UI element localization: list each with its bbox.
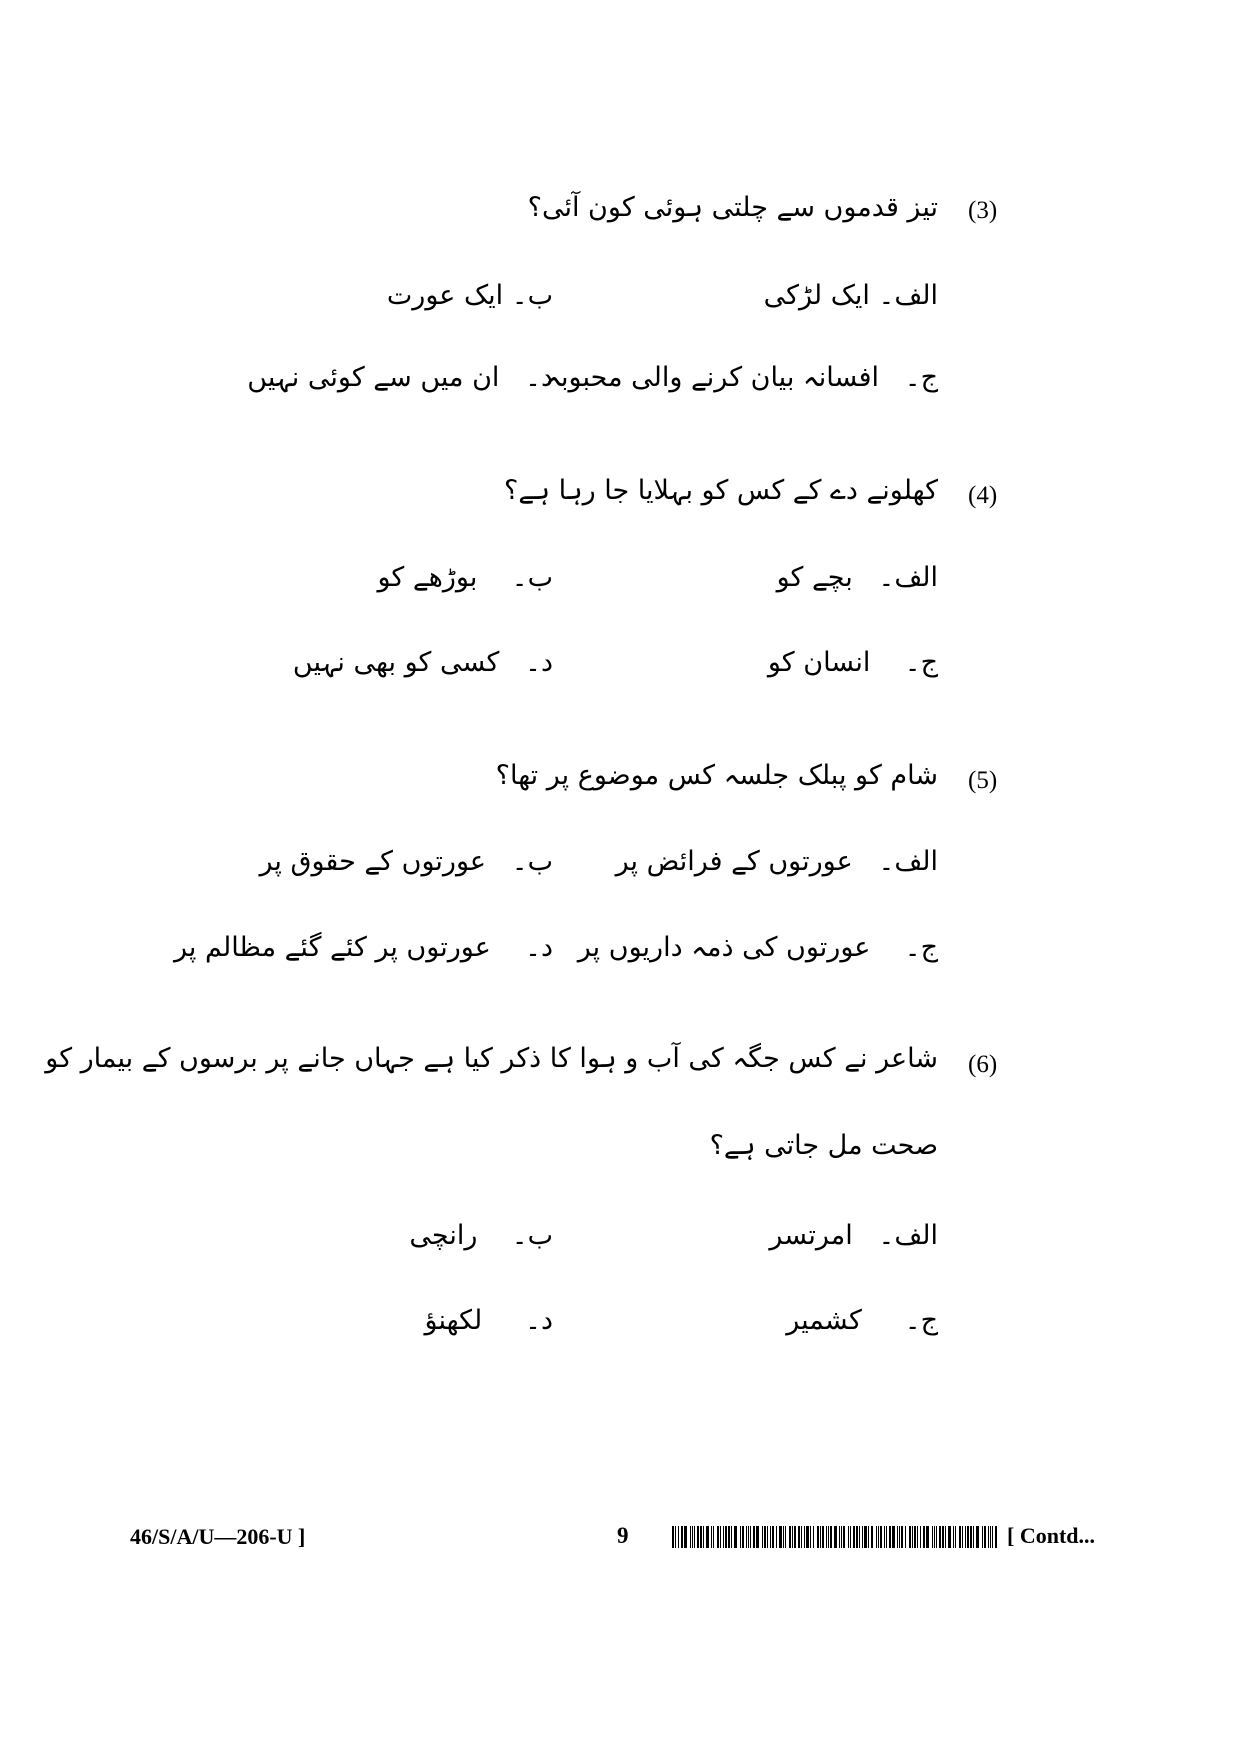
barcode-bar: [703, 1526, 704, 1548]
barcode-bar: [801, 1526, 802, 1548]
barcode-bar: [734, 1526, 737, 1548]
barcode-bar: [684, 1526, 687, 1548]
option-label: د۔: [525, 362, 553, 393]
barcode-bar: [756, 1526, 759, 1548]
question-6-option-b: [409, 1220, 553, 1251]
question-5-option-b: [260, 846, 553, 877]
option-text: بوڑھے کو: [377, 562, 478, 593]
barcode-bar: [843, 1526, 845, 1548]
barcode-bar: [932, 1526, 933, 1548]
barcode-bar: [789, 1526, 791, 1548]
barcode-bar: [871, 1526, 873, 1548]
barcode-bar: [779, 1526, 782, 1548]
barcode-bar: [984, 1526, 986, 1548]
barcode-bar: [970, 1526, 972, 1548]
barcode-bar: [917, 1526, 918, 1548]
barcode-bar: [681, 1526, 683, 1548]
barcode-bar: [810, 1526, 811, 1548]
barcode-bar: [920, 1526, 921, 1548]
option-label: ب۔: [511, 562, 553, 593]
question-5-option-d: [174, 932, 553, 963]
question-4-option-c: [768, 647, 938, 678]
barcode-bar: [934, 1526, 935, 1548]
barcode: [672, 1526, 1000, 1548]
barcode-bar: [889, 1526, 891, 1548]
barcode-bar: [914, 1526, 916, 1548]
question-5-number: (5): [968, 767, 998, 794]
barcode-bar: [834, 1526, 837, 1548]
barcode-bar: [713, 1526, 714, 1548]
option-label: ب۔: [511, 280, 553, 311]
barcode-bar: [804, 1526, 805, 1548]
barcode-bar: [723, 1526, 724, 1548]
question-6-text-line2: صحت مل جاتی ہے؟: [709, 1130, 938, 1161]
barcode-bar: [962, 1526, 963, 1548]
barcode-bar: [740, 1526, 741, 1548]
option-label: الف۔: [878, 846, 938, 877]
question-3-option-c: [545, 362, 938, 393]
barcode-bar: [841, 1526, 842, 1548]
barcode-bar: [990, 1526, 991, 1548]
barcode-bar: [728, 1526, 730, 1548]
option-label: ج۔: [904, 362, 938, 393]
barcode-bar: [820, 1526, 821, 1548]
barcode-bar: [909, 1526, 911, 1548]
barcode-bar: [711, 1526, 712, 1548]
barcode-bar: [764, 1526, 766, 1548]
question-5-option-c: [578, 932, 938, 963]
option-label: ب۔: [511, 846, 553, 877]
question-3-option-b: [387, 280, 553, 311]
barcode-bar: [692, 1526, 693, 1548]
barcode-bar: [706, 1526, 709, 1548]
barcode-bar: [762, 1526, 763, 1548]
barcode-bar: [839, 1526, 840, 1548]
barcode-bar: [830, 1526, 832, 1548]
option-text: عورتوں کی ذمہ داریوں پر: [577, 932, 871, 963]
barcode-bar: [700, 1526, 702, 1548]
barcode-bar: [959, 1526, 961, 1548]
barcode-bar: [992, 1526, 993, 1548]
question-6-number: (6): [968, 1051, 998, 1078]
barcode-bar: [856, 1526, 858, 1548]
barcode-bar: [748, 1526, 749, 1548]
barcode-bar: [880, 1526, 882, 1548]
option-label: ج۔: [904, 647, 938, 678]
barcode-bar: [901, 1526, 903, 1548]
barcode-bar: [976, 1526, 979, 1548]
barcode-bar: [862, 1526, 863, 1548]
question-5-text: شام کو پبلک جلسہ کس موضوع پر تھا؟: [495, 760, 938, 791]
barcode-bar: [720, 1526, 721, 1548]
option-text: افسانہ بیان کرنے والی محبوبہ: [545, 362, 879, 393]
option-text: کسی کو بھی نہیں: [292, 647, 500, 678]
question-5-option-a: [616, 846, 938, 877]
barcode-bar: [965, 1526, 966, 1548]
barcode-bar: [678, 1526, 679, 1548]
barcode-bar: [753, 1526, 755, 1548]
barcode-bar: [828, 1526, 829, 1548]
page-number: 9: [617, 1523, 629, 1548]
barcode-bar: [785, 1526, 786, 1548]
barcode-bar: [798, 1526, 800, 1548]
option-text: لکھنؤ: [424, 1305, 483, 1336]
barcode-bar: [876, 1526, 877, 1548]
question-6-text-line1: شاعر نے کس جگہ کی آب و ہوا کا ذکر کیا ہے جہاں جانے پر برسوں کے بیمار کو: [45, 1043, 938, 1074]
barcode-bar: [690, 1526, 691, 1548]
barcode-bar: [886, 1526, 887, 1548]
option-text: عورتوں کے حقوق پر: [259, 846, 486, 877]
barcode-bar: [973, 1526, 974, 1548]
barcode-bar: [850, 1526, 851, 1548]
barcode-bar: [945, 1526, 946, 1548]
barcode-bar: [750, 1526, 751, 1548]
option-label: ج۔: [904, 1305, 938, 1336]
question-3-number: (3): [968, 197, 998, 224]
barcode-bar: [868, 1526, 869, 1548]
barcode-bar: [864, 1526, 867, 1548]
barcode-bar: [988, 1526, 989, 1548]
continued-label: [ Contd...: [1007, 1523, 1096, 1548]
barcode-bar: [794, 1526, 796, 1548]
barcode-bar: [792, 1526, 793, 1548]
option-label: الف۔: [878, 1220, 938, 1251]
question-6-option-c: [786, 1305, 938, 1336]
barcode-bar: [926, 1526, 929, 1548]
question-4-number: (4): [968, 482, 998, 509]
question-4-text: کھلونے دے کے کس کو بہلایا جا رہا ہے؟: [504, 475, 938, 506]
barcode-bar: [878, 1526, 879, 1548]
option-text: کشمیر: [786, 1305, 862, 1336]
barcode-bar: [694, 1526, 695, 1548]
barcode-bar: [697, 1526, 699, 1548]
option-text: ایک لڑکی: [763, 280, 870, 311]
option-text: بچے کو: [776, 562, 853, 593]
barcode-bar: [905, 1526, 906, 1548]
barcode-bar: [899, 1526, 900, 1548]
barcode-bar: [995, 1526, 997, 1548]
question-3-text: تیز قدموں سے چلتی ہوئی کون آئی؟: [527, 192, 938, 223]
barcode-bar: [770, 1526, 771, 1548]
option-text: ایک عورت: [386, 280, 504, 311]
option-text: عورتوں کے فرائض پر: [615, 846, 853, 877]
barcode-bar: [848, 1526, 849, 1548]
barcode-bar: [912, 1526, 913, 1548]
option-label: الف۔: [878, 280, 938, 311]
question-3-option-d: [247, 362, 553, 393]
barcode-bar: [948, 1526, 951, 1548]
barcode-bar: [967, 1526, 969, 1548]
option-label: ج۔: [904, 932, 938, 963]
barcode-bar: [822, 1526, 824, 1548]
option-label: الف۔: [878, 562, 938, 593]
option-text: امرتسر: [769, 1220, 853, 1251]
barcode-bar: [675, 1526, 676, 1548]
barcode-bar: [923, 1526, 925, 1548]
question-4-option-a: [777, 562, 938, 593]
barcode-bar: [725, 1526, 727, 1548]
option-label: ب۔: [511, 1220, 553, 1251]
option-label: د۔: [525, 647, 553, 678]
barcode-bar: [982, 1526, 983, 1548]
barcode-bar: [783, 1526, 784, 1548]
option-text: عورتوں پر کئے گئے مظالم پر: [174, 932, 491, 963]
barcode-bar: [853, 1526, 855, 1548]
question-6-option-a: [769, 1220, 938, 1251]
question-4-option-d: [293, 647, 553, 678]
barcode-bar: [742, 1526, 744, 1548]
option-text: رانچی: [409, 1220, 478, 1251]
barcode-bar: [936, 1526, 937, 1548]
barcode-bar: [892, 1526, 895, 1548]
barcode-bar: [942, 1526, 944, 1548]
barcode-bar: [717, 1526, 719, 1548]
question-3-option-a: [764, 280, 938, 311]
barcode-bar: [672, 1526, 674, 1548]
question-4-option-b: [377, 562, 553, 593]
barcode-bar: [767, 1526, 768, 1548]
barcode-bar: [746, 1526, 747, 1548]
paper-code: 46/S/A/U—206-U ]: [130, 1524, 306, 1549]
barcode-bar: [826, 1526, 827, 1548]
barcode-bar: [955, 1526, 956, 1548]
barcode-bar: [772, 1526, 774, 1548]
barcode-bar: [897, 1526, 898, 1548]
barcode-bar: [859, 1526, 860, 1548]
barcode-bar: [953, 1526, 954, 1548]
barcode-bar: [817, 1526, 819, 1548]
barcode-bar: [776, 1526, 777, 1548]
barcode-bar: [806, 1526, 809, 1548]
option-text: ان میں سے کوئی نہیں: [247, 362, 500, 393]
option-label: د۔: [525, 932, 553, 963]
option-text: انسان کو: [767, 647, 871, 678]
barcode-bar: [884, 1526, 885, 1548]
barcode-bar: [939, 1526, 941, 1548]
barcode-bar: [731, 1526, 732, 1548]
question-6-option-d: [425, 1305, 553, 1336]
barcode-bar: [813, 1526, 814, 1548]
option-label: د۔: [525, 1305, 553, 1336]
